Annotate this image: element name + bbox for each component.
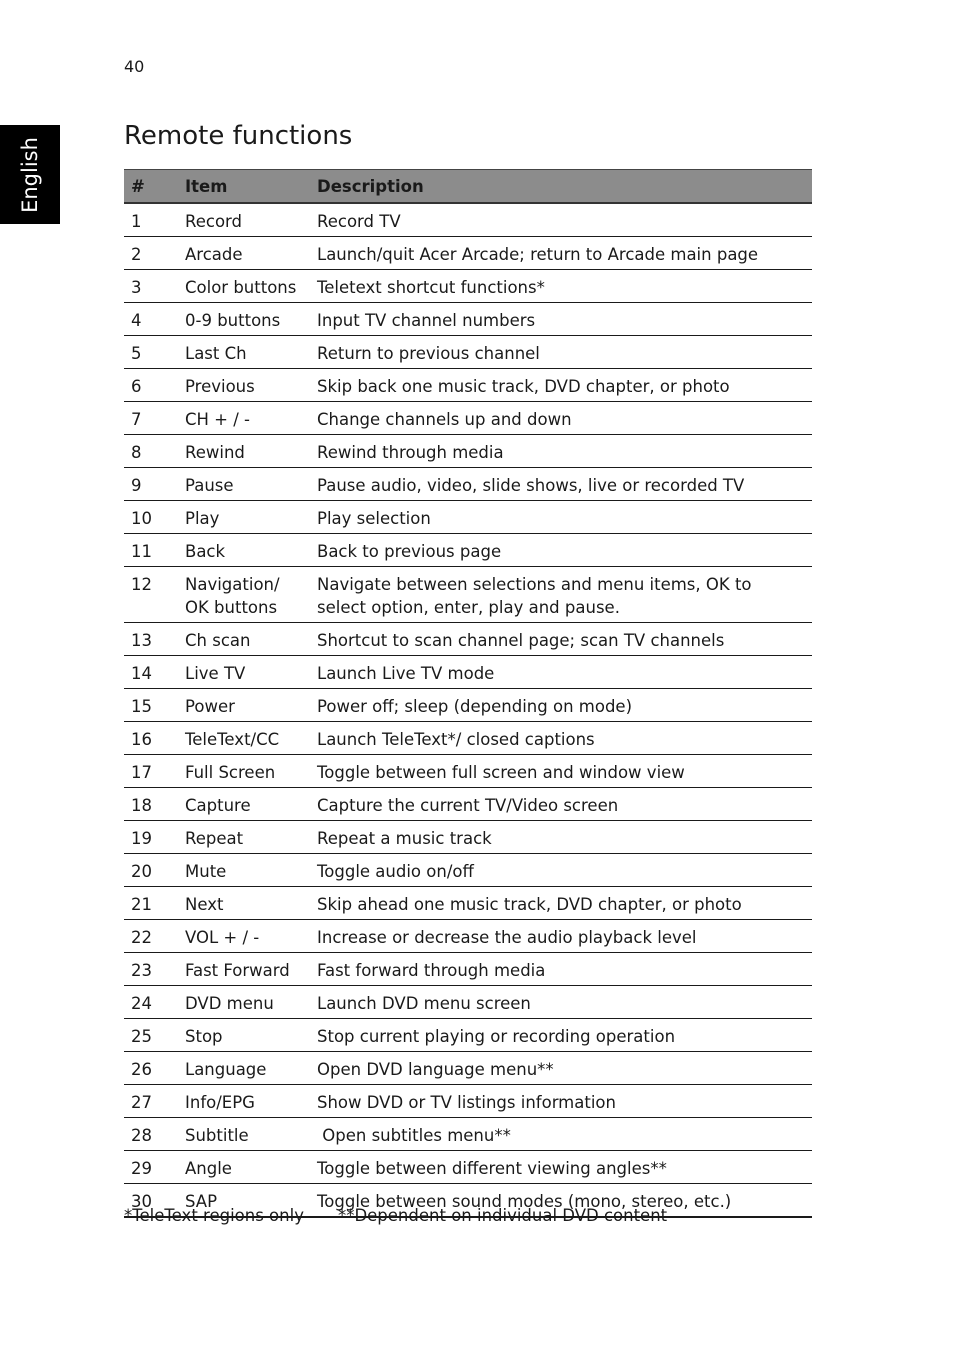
table-row [124, 468, 812, 501]
row-item: Color buttons [178, 270, 317, 303]
row-item: VOL + / - [178, 920, 317, 953]
header-item: Item [178, 170, 317, 204]
row-item: Rewind [178, 435, 317, 468]
row-description: Toggle between sound modes (mono, stereo, etc.) [317, 1184, 812, 1218]
row-description: Skip back one music track, DVD chapter, or photo [317, 369, 812, 402]
row-number: 18 [124, 788, 178, 821]
row-item: Subtitle [178, 1118, 317, 1151]
row-item: Stop [178, 1019, 317, 1052]
table-row [124, 755, 812, 788]
row-description: Capture the current TV/Video screen [317, 788, 812, 821]
row-item: TeleText/CC [178, 722, 317, 755]
row-description: Launch DVD menu screen [317, 986, 812, 1019]
row-description: Navigate between selections and menu items, OK to select option, enter, play and pause. [317, 567, 812, 623]
row-description: Rewind through media [317, 435, 812, 468]
row-description: Toggle between full screen and window view [317, 755, 812, 788]
table-row [124, 270, 812, 303]
row-number: 30 [124, 1184, 178, 1218]
table-row [124, 722, 812, 755]
row-number: 21 [124, 887, 178, 920]
row-number: 19 [124, 821, 178, 854]
row-number: 23 [124, 953, 178, 986]
table-row [124, 203, 812, 237]
row-item: Language [178, 1052, 317, 1085]
row-item: Last Ch [178, 336, 317, 369]
row-number: 17 [124, 755, 178, 788]
row-number: 10 [124, 501, 178, 534]
row-number: 27 [124, 1085, 178, 1118]
row-number: 16 [124, 722, 178, 755]
row-item: Ch scan [178, 623, 317, 656]
header-description: Description [317, 170, 812, 204]
page-title: Remote functions [124, 121, 353, 151]
row-description: Change channels up and down [317, 402, 812, 435]
table-row [124, 435, 812, 468]
table-header-row [124, 170, 812, 204]
table-row [124, 534, 812, 567]
row-description: Toggle between different viewing angles** [317, 1151, 812, 1184]
language-tab-label: English [18, 137, 42, 213]
row-description: Record TV [317, 203, 812, 237]
row-number: 24 [124, 986, 178, 1019]
table-row [124, 1151, 812, 1184]
remote-functions-table [124, 169, 812, 1218]
table-row [124, 402, 812, 435]
row-description: Toggle audio on/off [317, 854, 812, 887]
row-number: 9 [124, 468, 178, 501]
table-row [124, 689, 812, 722]
row-description: Stop current playing or recording operation [317, 1019, 812, 1052]
row-number: 29 [124, 1151, 178, 1184]
row-item: Full Screen [178, 755, 317, 788]
row-number: 5 [124, 336, 178, 369]
row-description: Play selection [317, 501, 812, 534]
row-item: SAP [178, 1184, 317, 1218]
page-number: 40 [124, 57, 145, 76]
row-item: Pause [178, 468, 317, 501]
row-number: 22 [124, 920, 178, 953]
row-item: Capture [178, 788, 317, 821]
row-item: Live TV [178, 656, 317, 689]
table-row [124, 623, 812, 656]
row-description: Skip ahead one music track, DVD chapter, or photo [317, 887, 812, 920]
table-row [124, 887, 812, 920]
row-description: Fast forward through media [317, 953, 812, 986]
row-number: 4 [124, 303, 178, 336]
row-number: 15 [124, 689, 178, 722]
row-number: 3 [124, 270, 178, 303]
row-number: 26 [124, 1052, 178, 1085]
row-description: Return to previous channel [317, 336, 812, 369]
table-row [124, 501, 812, 534]
row-number: 25 [124, 1019, 178, 1052]
row-description: Launch Live TV mode [317, 656, 812, 689]
row-item: DVD menu [178, 986, 317, 1019]
table-row [124, 821, 812, 854]
table-row [124, 237, 812, 270]
row-description: Increase or decrease the audio playback level [317, 920, 812, 953]
language-side-tab [0, 125, 60, 224]
table-row [124, 1118, 812, 1151]
table-row [124, 369, 812, 402]
row-description: Launch/quit Acer Arcade; return to Arcade main page [317, 237, 812, 270]
table-row [124, 920, 812, 953]
row-item: Play [178, 501, 317, 534]
row-item: Record [178, 203, 317, 237]
row-item: Power [178, 689, 317, 722]
row-description: Back to previous page [317, 534, 812, 567]
row-description: Shortcut to scan channel page; scan TV channels [317, 623, 812, 656]
table-row [124, 303, 812, 336]
row-description: Input TV channel numbers [317, 303, 812, 336]
row-description: Open subtitles menu** [317, 1118, 812, 1151]
table-row [124, 854, 812, 887]
row-number: 1 [124, 203, 178, 237]
row-number: 13 [124, 623, 178, 656]
row-item: Next [178, 887, 317, 920]
row-item: Navigation/ OK buttons [178, 567, 317, 623]
row-item: Arcade [178, 237, 317, 270]
header-number: # [124, 170, 178, 204]
row-item: Repeat [178, 821, 317, 854]
row-item: Info/EPG [178, 1085, 317, 1118]
row-description: Pause audio, video, slide shows, live or recorded TV [317, 468, 812, 501]
table-row [124, 567, 812, 623]
row-item: Previous [178, 369, 317, 402]
row-item: 0-9 buttons [178, 303, 317, 336]
table-row [124, 953, 812, 986]
footnote-dvd: **Dependent on individual DVD content [337, 1206, 668, 1225]
table-row [124, 1052, 812, 1085]
row-item: Fast Forward [178, 953, 317, 986]
table-row [124, 1085, 812, 1118]
row-description: Repeat a music track [317, 821, 812, 854]
row-number: 6 [124, 369, 178, 402]
row-description: Power off; sleep (depending on mode) [317, 689, 812, 722]
footnotes [124, 1205, 667, 1227]
table-row [124, 656, 812, 689]
row-number: 12 [124, 567, 178, 623]
row-number: 8 [124, 435, 178, 468]
row-number: 28 [124, 1118, 178, 1151]
row-item: Mute [178, 854, 317, 887]
row-description: Show DVD or TV listings information [317, 1085, 812, 1118]
row-description: Teletext shortcut functions* [317, 270, 812, 303]
row-item: CH + / - [178, 402, 317, 435]
footnote-teletext: *TeleText regions only [124, 1206, 304, 1225]
row-number: 14 [124, 656, 178, 689]
table-body [124, 203, 812, 1217]
row-item: Back [178, 534, 317, 567]
table-row [124, 1019, 812, 1052]
row-number: 11 [124, 534, 178, 567]
row-item: Angle [178, 1151, 317, 1184]
row-description: Open DVD language menu** [317, 1052, 812, 1085]
row-number: 20 [124, 854, 178, 887]
table-row [124, 986, 812, 1019]
row-description: Launch TeleText*/ closed captions [317, 722, 812, 755]
row-number: 2 [124, 237, 178, 270]
table-row [124, 788, 812, 821]
table-row [124, 336, 812, 369]
row-number: 7 [124, 402, 178, 435]
